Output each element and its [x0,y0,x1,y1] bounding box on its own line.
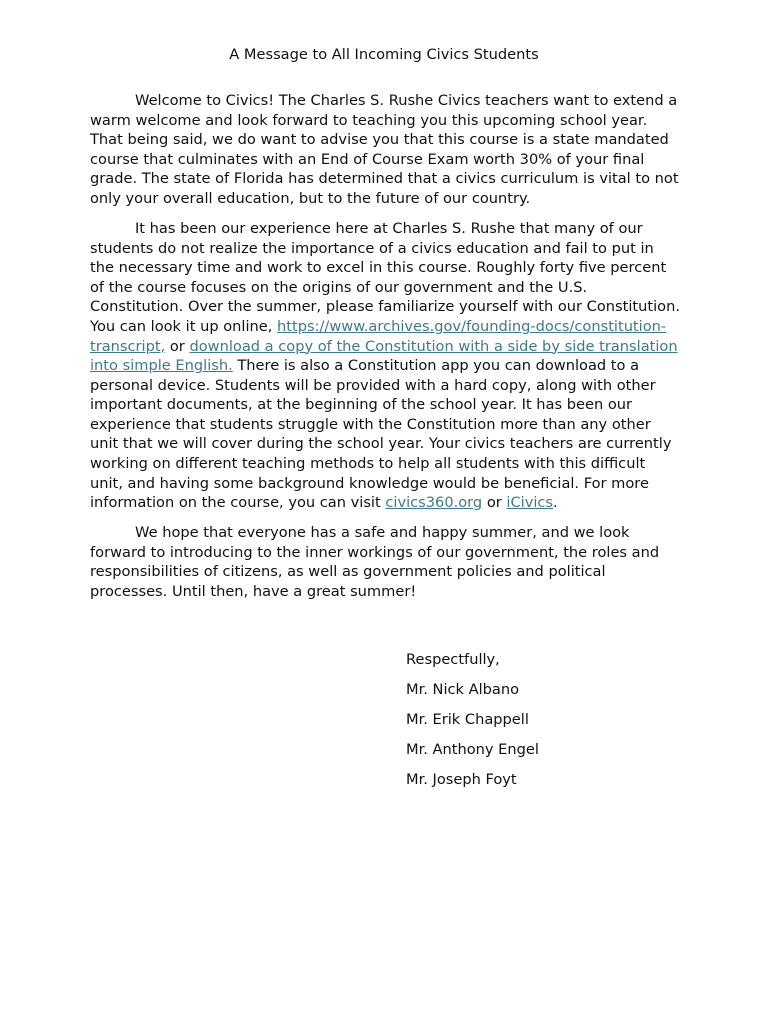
civics360-link[interactable]: civics360.org [385,494,483,512]
letter-body [90,91,680,612]
paragraph-closing: We hope that everyone has a safe and happy summer, and we look forward to introducing to the inner workings of our government, the roles and responsibilities of citizens, as well as government policies and political processes. Until then, have a great summer! [90,524,660,601]
paragraph-text: It has been our experience here at Charles S. Rushe that many of our students do not realize the importance of a civics education and fail to put in the necessary time and work to excel in this course. Roughly forty five percent of the course focuses on the origins of our government and the U.S. Constitution. Over the summer, please familiarize yourself with our Constitution. You can look it up online, [90,219,680,335]
teacher-name: Mr. Anthony Engel [406,740,539,758]
archives-constitution-link[interactable]: https://www.archives.gov/founding-docs/constitution-transcript, [90,317,667,355]
paragraph-constitution [90,219,680,513]
teacher-name: Mr. Nick Albano [406,680,520,698]
teacher-name: Mr. Joseph Foyt [406,770,517,788]
closing-salutation: Respectfully, [406,651,500,668]
paragraph-text: There is also a Constitution app you can download to a personal device. Students will be provided with a hard copy, along with other important documents, at the beginning of the school year. It has been our experience that students struggle with the Constitution more than any other unit that we will cover during the school year. Your civics teachers are currently working on different teaching methods to help all students with this difficult unit, and having some background knowledge would be beneficial. For more information on the course, you can visit [90,357,672,512]
teacher-name: Mr. Erik Chappell [406,710,529,728]
document-title: A Message to All Incoming Civics Students [229,46,539,63]
download-constitution-link[interactable]: download a copy of the Constitution with a side by side translation into simple English. [90,337,678,375]
paragraph-text: or [165,337,190,355]
signature-block [406,650,706,800]
paragraph-text: or [482,494,507,512]
paragraph-welcome: Welcome to Civics! The Charles S. Rushe Civics teachers want to extend a warm welcome and look forward to teaching you this upcoming school year. That being said, we do want to advise you that this course is a state mandated course that culminates with an End of Course Exam worth 30% of your final grade. The state of Florida has determined that a civics curriculum is vital to not only your overall education, but to the future of our country. [90,92,679,207]
icivics-link[interactable]: iCivics [506,494,554,512]
paragraph-text: . [553,494,558,512]
